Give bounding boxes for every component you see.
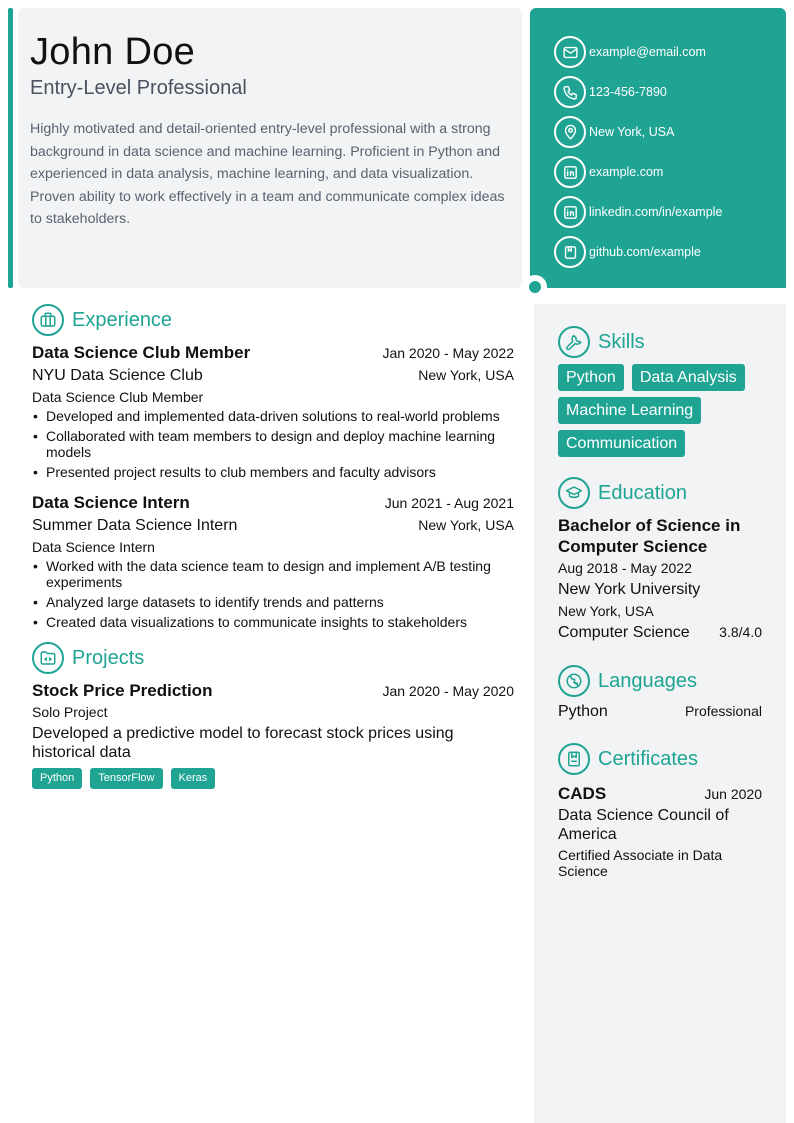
github-icon [554, 236, 586, 268]
candidate-title: Entry-Level Professional [30, 77, 247, 99]
projects-header [32, 642, 514, 674]
project-item [32, 680, 514, 789]
map-pin-icon [554, 116, 586, 148]
folder-icon [32, 642, 64, 674]
project-description: Developed a predictive model to forecast stock prices using historical data [32, 725, 454, 761]
skill-tag: Machine Learning [558, 397, 701, 424]
contact-website-text: example.com [589, 165, 664, 179]
contact-email[interactable] [554, 32, 786, 72]
edu-gpa: 3.8/4.0 [719, 624, 762, 640]
contact-linkedin-text: linkedin.com/in/example [589, 205, 723, 219]
wrench-icon [558, 326, 590, 358]
contact-linkedin[interactable] [554, 192, 786, 232]
edu-location: New York, USA [558, 603, 654, 619]
project-tag: Keras [171, 768, 216, 789]
globe-icon [558, 665, 590, 697]
skill-tag: Communication [558, 430, 685, 457]
bullet: • Developed and implemented data-driven solutions to real-world problems [32, 408, 514, 424]
bullet: • Created data visualizations to communicate insights to stakeholders [32, 614, 514, 630]
language-name: Python [558, 703, 608, 720]
contact-panel [530, 8, 786, 288]
experience-header [32, 304, 514, 336]
experience-title: Experience [72, 308, 173, 331]
mail-icon [554, 36, 586, 68]
job-bullets [32, 408, 514, 480]
cert-name: CADS [558, 784, 607, 803]
edu-degree: Bachelor of Science in Computer Science [558, 516, 741, 556]
job-org: Summer Data Science Intern [32, 517, 238, 534]
project-tag: Python [32, 768, 82, 789]
certificate-item [558, 783, 762, 879]
job-dates: Jun 2021 - Aug 2021 [384, 495, 514, 511]
job-bullets [32, 558, 514, 630]
sidebar [534, 304, 786, 1123]
edu-field: Computer Science [558, 624, 690, 641]
project-tags [32, 768, 514, 789]
contact-phone-text: 123-456-7890 [589, 85, 667, 99]
certificate-icon [558, 743, 590, 775]
candidate-name: John Doe [30, 31, 196, 73]
education-header [558, 477, 762, 509]
skills-title: Skills [598, 330, 645, 353]
experience-item [32, 342, 514, 480]
project-title: Stock Price Prediction [32, 681, 213, 700]
cert-issuer: Data Science Council of America [558, 807, 729, 843]
project-type: Solo Project [32, 704, 108, 720]
job-title: Data Science Club Member [32, 343, 251, 362]
project-tag: TensorFlow [90, 768, 162, 789]
bullet: • Presented project results to club members and faculty advisors [32, 464, 514, 480]
language-item [558, 703, 762, 721]
skill-tag: Python [558, 364, 624, 391]
job-subtitle: Data Science Club Member [32, 389, 204, 405]
certificates-header [558, 743, 762, 775]
experience-item [32, 492, 514, 630]
main-column [32, 304, 514, 789]
bullet: • Analyzed large datasets to identify trends and patterns [32, 594, 514, 610]
contact-location [554, 112, 786, 152]
edu-dates: Aug 2018 - May 2022 [558, 560, 692, 576]
timeline-dot [529, 281, 541, 293]
certificates-title: Certificates [598, 747, 699, 770]
job-title: Data Science Intern [32, 493, 190, 512]
education-title: Education [598, 481, 687, 504]
job-location: New York, USA [418, 367, 514, 383]
contact-github-text: github.com/example [589, 245, 701, 259]
contact-github[interactable] [554, 232, 786, 272]
contact-website[interactable] [554, 152, 786, 192]
linkedin-icon [554, 156, 586, 188]
edu-school: New York University [558, 581, 701, 598]
language-level: Professional [684, 703, 762, 719]
cert-title: Certified Associate in Data Science [558, 847, 723, 879]
skills-header [558, 326, 762, 358]
skills-list [558, 364, 762, 457]
bullet: • Collaborated with team members to design and deploy machine learning models [32, 428, 514, 460]
education-item [558, 515, 762, 643]
contact-phone[interactable] [554, 72, 786, 112]
job-location: New York, USA [418, 517, 514, 533]
job-org: NYU Data Science Club [32, 367, 203, 384]
languages-header [558, 665, 762, 697]
job-dates: Jan 2020 - May 2022 [382, 345, 514, 361]
project-dates: Jan 2020 - May 2020 [382, 683, 514, 699]
job-subtitle: Data Science Intern [32, 539, 155, 555]
linkedin-icon [554, 196, 586, 228]
languages-title: Languages [598, 669, 697, 692]
graduation-cap-icon [558, 477, 590, 509]
phone-icon [554, 76, 586, 108]
skill-tag: Data Analysis [632, 364, 745, 391]
summary: Highly motivated and detail-oriented entry-level professional with a strong background in data science and machine learning. Proficient in Python and experienced in data analysis, machine learning, and data visualization. Proven ability to work effectively in a team and communicate complex ideas to stakeholders. [30, 121, 505, 228]
bullet: • Worked with the data science team to design and implement A/B testing experiments [32, 558, 514, 590]
contact-email-text: example@email.com [589, 45, 706, 59]
contact-location-text: New York, USA [589, 125, 675, 139]
projects-title: Projects [72, 646, 145, 669]
briefcase-icon [32, 304, 64, 336]
header-panel [18, 8, 522, 288]
cert-date: Jun 2020 [704, 786, 762, 802]
accent-bar [8, 8, 13, 288]
